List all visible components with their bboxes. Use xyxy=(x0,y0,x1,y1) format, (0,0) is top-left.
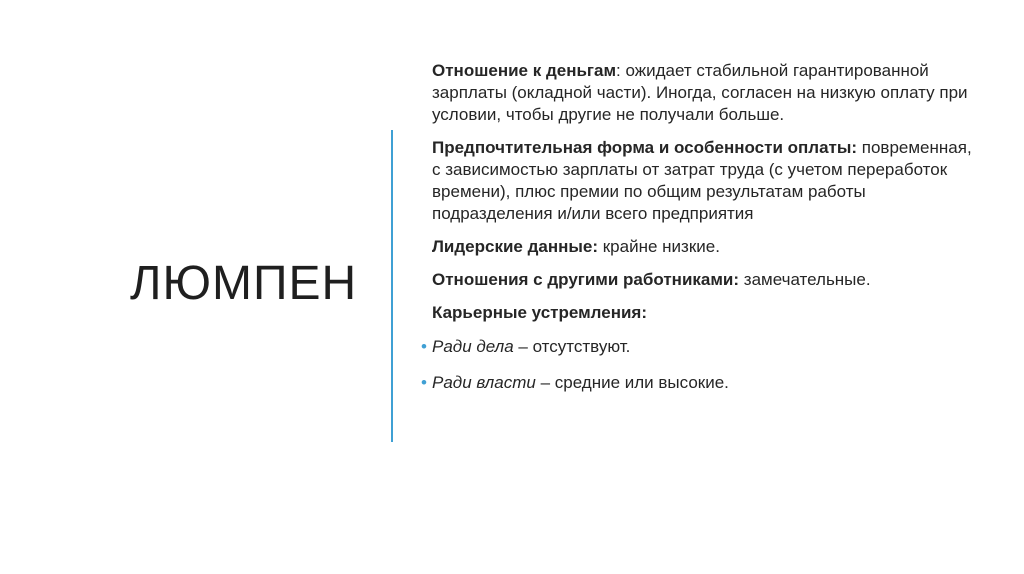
bullet-dot-icon: • xyxy=(421,337,427,356)
paragraph-money-attitude xyxy=(432,60,972,126)
bullet-text: – средние или высокие. xyxy=(535,373,729,392)
bullet-italic-label: Ради власти xyxy=(432,373,536,392)
paragraph-leadership xyxy=(432,236,972,258)
slide-title: ЛЮМПЕН xyxy=(130,257,358,310)
paragraph-text: замечательные. xyxy=(739,270,871,289)
paragraph-label: Предпочтительная форма и особенности оплаты: xyxy=(432,138,858,157)
bullet-dot-icon: • xyxy=(421,373,427,392)
paragraph-label: Лидерские данные: xyxy=(432,237,599,256)
paragraph-relations xyxy=(432,269,972,291)
paragraph-text-emphasis: согласен на низкую оплату при условии, чтобы xyxy=(432,83,968,124)
paragraph-label: Отношения с другими работниками: xyxy=(432,270,740,289)
vertical-divider xyxy=(391,130,393,442)
slide-content xyxy=(421,60,972,394)
bullet-text: – отсутствуют. xyxy=(513,337,631,356)
bullet-item-business xyxy=(421,336,972,358)
paragraph-career xyxy=(432,302,972,324)
paragraph-payment-form xyxy=(432,137,972,225)
paragraph-label: Отношение к деньгам xyxy=(432,61,617,80)
bullet-item-power xyxy=(421,372,972,394)
paragraph-text-tail: другие не получали больше. xyxy=(553,105,785,124)
paragraph-text: повременная, с зависимостью зарплаты от затрат труда (с учетом переработок времени), плюс премии по общим результатам работы подразделения и/или всего предприятия xyxy=(432,138,972,223)
paragraph-text: крайне низкие. xyxy=(598,237,720,256)
paragraph-text: : ожидает стабильной гарантированной зарплаты (окладной части). Иногда, xyxy=(432,61,929,102)
bullet-italic-label: Ради дела xyxy=(432,337,514,356)
paragraph-label: Карьерные устремления: xyxy=(432,303,648,322)
